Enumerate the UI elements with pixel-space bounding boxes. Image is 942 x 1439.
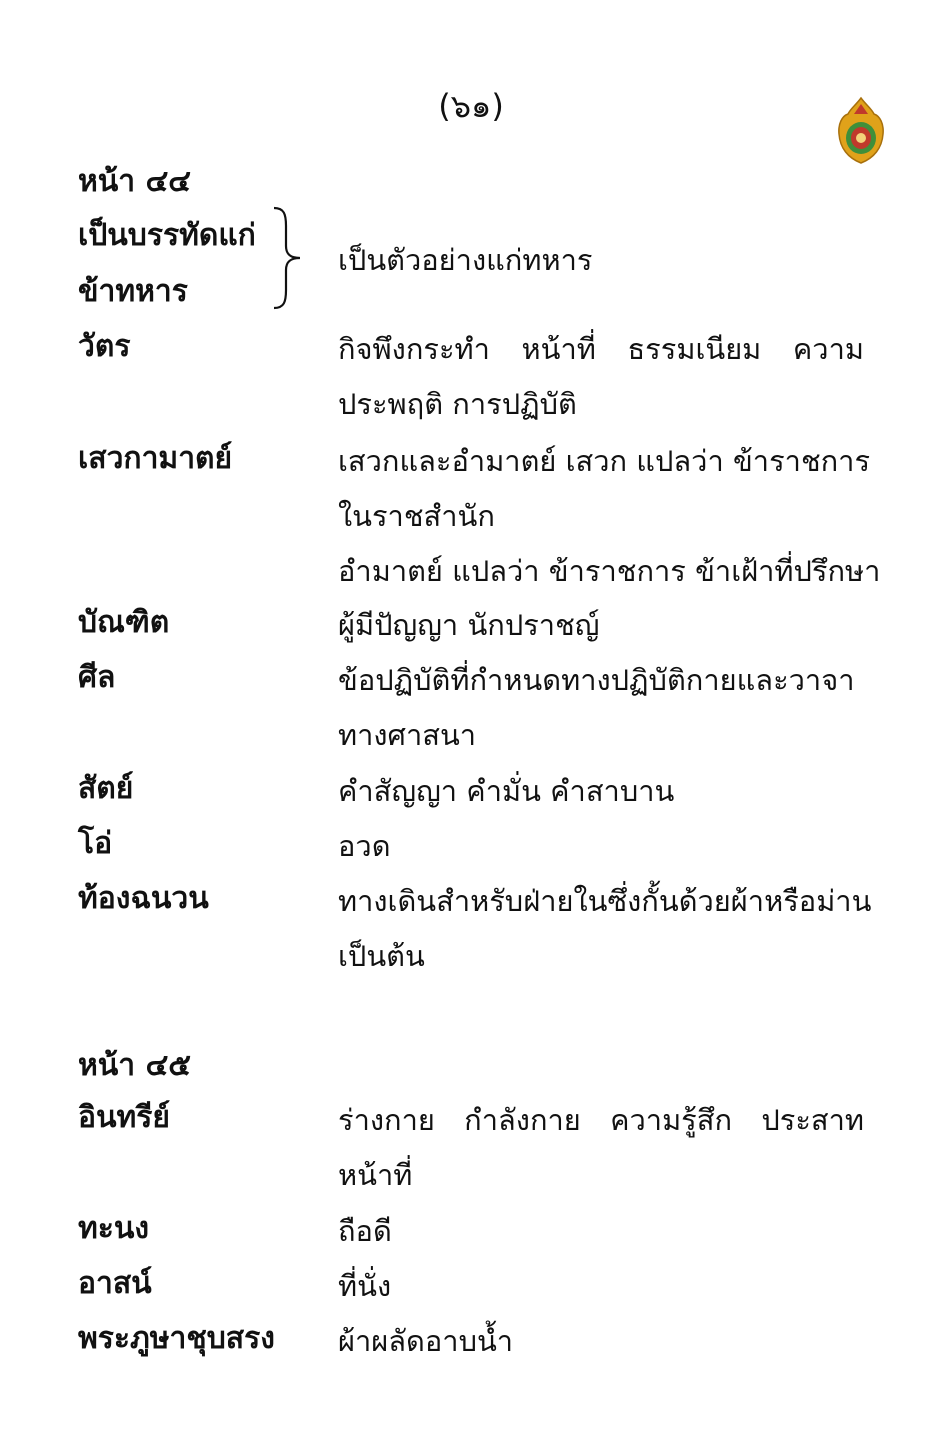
definition: คำสัญญา คำมั่น คำสาบาน (338, 774, 675, 808)
section-heading: หน้า ๔๕ (78, 1048, 191, 1083)
section-heading: หน้า ๔๔ (78, 164, 191, 199)
term: บัณฑิต (78, 605, 170, 640)
term: อาสน์ (78, 1266, 152, 1301)
term: พระภูษาชุบสรง (78, 1321, 275, 1356)
term: เป็นบรรทัดแก่ (78, 218, 256, 253)
definition: อวด (338, 829, 391, 863)
term: โอ่ (78, 826, 113, 861)
term: เสวกามาตย์ (78, 441, 233, 476)
definition: เสวกและอำมาตย์ เสวก แปลว่า ข้าราชการ ในราชสำนัก อำมาตย์ แปลว่า ข้าราชการ ข้าเฝ้าที่ปรึกษา (338, 444, 881, 588)
definition: กิจพึงกระทำ หน้าที่ ธรรมเนียม ความ ประพฤติ การปฏิบัติ (338, 332, 864, 421)
term: สัตย์ (78, 771, 134, 806)
term: ศีล (78, 660, 116, 695)
definition: ทางเดินสำหรับฝ่ายในซึ่งกั้นด้วยผ้าหรือม่าน เป็นต้น (338, 884, 872, 973)
definition: ถือดี (338, 1214, 392, 1248)
term: วัตร (78, 329, 131, 364)
ministry-emblem-icon (834, 96, 888, 166)
term: อินทรีย์ (78, 1100, 170, 1135)
definition: ผ้าผลัดอาบน้ำ (338, 1324, 514, 1358)
term: ข้าทหาร (78, 274, 188, 309)
brace-icon (270, 206, 304, 310)
term: ทะนง (78, 1211, 150, 1246)
page-number: (๖๑) (438, 87, 504, 125)
definition: เป็นตัวอย่างแก่ทหาร (338, 243, 593, 277)
definition: ผู้มีปัญญา นักปราชญ์ (338, 608, 600, 642)
definition: ร่างกาย กำลังกาย ความรู้สึก ประสาท หน้าที่ (338, 1103, 864, 1192)
term: ท้องฉนวน (78, 881, 209, 916)
definition: ที่นั่ง (338, 1269, 392, 1303)
definition: ข้อปฏิบัติที่กำหนดทางปฏิบัติกายและวาจา ทางศาสนา (338, 663, 855, 752)
